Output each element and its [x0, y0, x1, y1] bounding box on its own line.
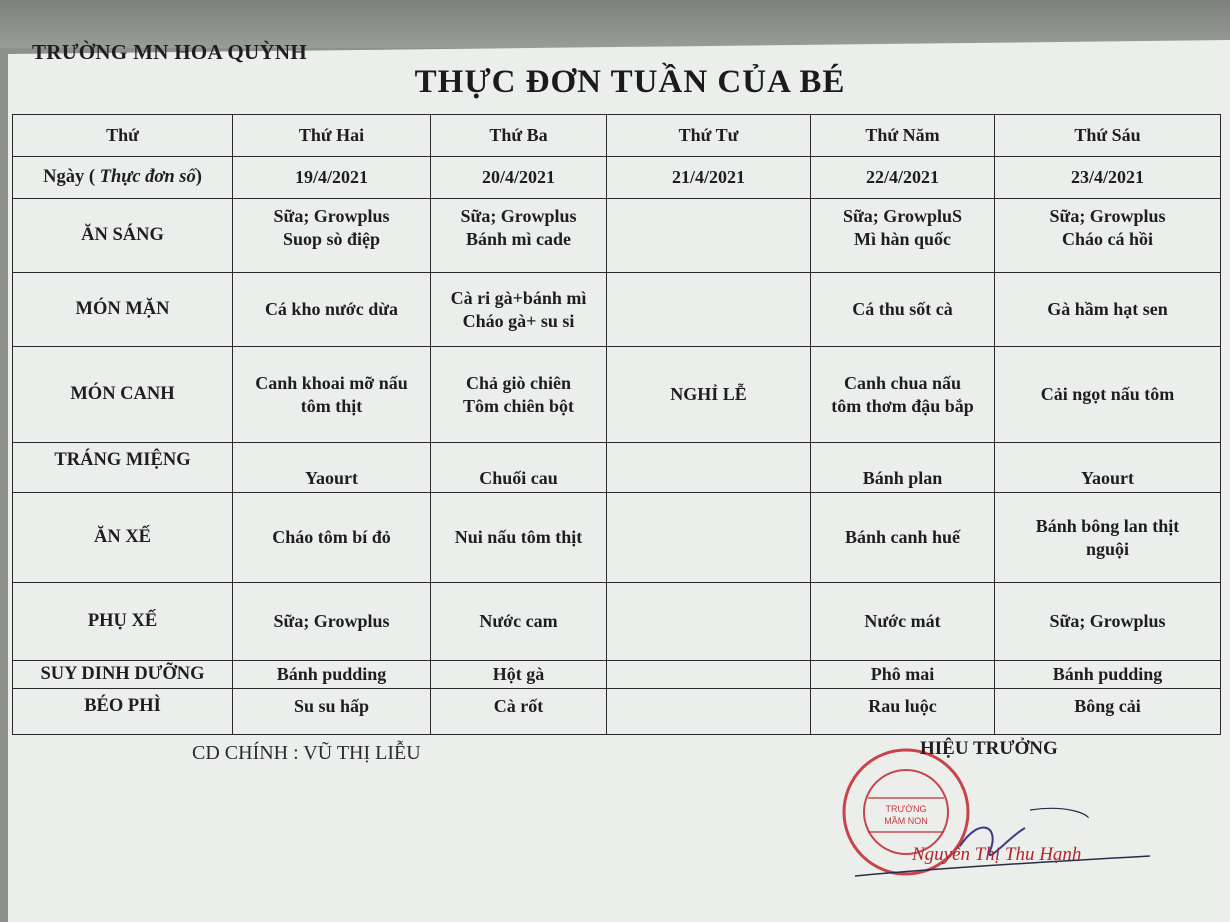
malnutrition-tue: Hột gà [431, 661, 607, 689]
malnutrition-row [13, 661, 1221, 689]
row-label: MÓN CANH [13, 347, 233, 443]
extra-mon: Sữa; Growplus [233, 583, 431, 661]
row-label: ĂN SÁNG [13, 199, 233, 273]
extra-wed [607, 583, 811, 661]
svg-text:TRƯỜNG: TRƯỜNG [885, 804, 927, 814]
soup-mon: Canh khoai mỡ nấu tôm thịt [233, 347, 431, 443]
breakfast-thu: Sữa; GrowpluS Mì hàn quốc [811, 199, 995, 273]
school-name: TRƯỜNG MN HOA QUỲNH [32, 40, 307, 64]
afternoon-row [13, 493, 1221, 583]
header-label: Thứ [13, 115, 233, 157]
chief-cook-label: CD CHÍNH : VŨ THỊ LIỄU [192, 742, 421, 764]
header-row [13, 115, 1221, 157]
obesity-wed [607, 689, 811, 735]
malnutrition-mon: Bánh pudding [233, 661, 431, 689]
extra-tue: Nước cam [431, 583, 607, 661]
extra-row [13, 583, 1221, 661]
date-thu: 22/4/2021 [811, 157, 995, 199]
row-label: MÓN MẶN [13, 273, 233, 347]
afternoon-wed [607, 493, 811, 583]
date-fri: 23/4/2021 [995, 157, 1221, 199]
header-day-wed: Thứ Tư [607, 115, 811, 157]
row-label: TRÁNG MIỆNG [13, 443, 233, 493]
header-day-tue: Thứ Ba [431, 115, 607, 157]
date-mon: 19/4/2021 [233, 157, 431, 199]
menu-table [12, 114, 1221, 735]
malnutrition-fri: Bánh pudding [995, 661, 1221, 689]
dessert-wed [607, 443, 811, 493]
savory-row [13, 273, 1221, 347]
dessert-row [13, 443, 1221, 493]
afternoon-fri: Bánh bông lan thịt nguội [995, 493, 1221, 583]
row-label: PHỤ XẾ [13, 583, 233, 661]
extra-fri: Sữa; Growplus [995, 583, 1221, 661]
principal-name: Nguyễn Thị Thu Hạnh [912, 844, 1082, 865]
obesity-tue: Cà rốt [431, 689, 607, 735]
date-row [13, 157, 1221, 199]
savory-thu: Cá thu sốt cà [811, 273, 995, 347]
row-label: BÉO PHÌ [13, 689, 233, 735]
dessert-tue: Chuối cau [431, 443, 607, 493]
principal-label: HIỆU TRƯỞNG [920, 738, 1058, 759]
row-label: ĂN XẾ [13, 493, 233, 583]
breakfast-row [13, 199, 1221, 273]
breakfast-tue: Sữa; Growplus Bánh mì cade [431, 199, 607, 273]
date-label: Ngày ( Thực đơn số) [13, 157, 233, 199]
obesity-mon: Su su hấp [233, 689, 431, 735]
date-tue: 20/4/2021 [431, 157, 607, 199]
savory-wed [607, 273, 811, 347]
obesity-row [13, 689, 1221, 735]
row-label: SUY DINH DƯỠNG [13, 661, 233, 689]
soup-thu: Canh chua nấu tôm thơm đậu bắp [811, 347, 995, 443]
extra-thu: Nước mát [811, 583, 995, 661]
soup-row [13, 347, 1221, 443]
savory-mon: Cá kho nước dừa [233, 273, 431, 347]
dessert-fri: Yaourt [995, 443, 1221, 493]
svg-text:MẦM NON: MẦM NON [884, 816, 928, 826]
soup-tue: Chả giò chiên Tôm chiên bột [431, 347, 607, 443]
savory-fri: Gà hầm hạt sen [995, 273, 1221, 347]
breakfast-fri: Sữa; Growplus Cháo cá hồi [995, 199, 1221, 273]
dessert-mon: Yaourt [233, 443, 431, 493]
malnutrition-wed [607, 661, 811, 689]
malnutrition-thu: Phô mai [811, 661, 995, 689]
breakfast-mon: Sữa; Growplus Suop sò điệp [233, 199, 431, 273]
header-day-mon: Thứ Hai [233, 115, 431, 157]
dessert-thu: Bánh plan [811, 443, 995, 493]
obesity-fri: Bông cải [995, 689, 1221, 735]
soup-fri: Cải ngọt nấu tôm [995, 347, 1221, 443]
page-title: THỰC ĐƠN TUẦN CỦA BÉ [414, 64, 846, 100]
breakfast-wed [607, 199, 811, 273]
afternoon-mon: Cháo tôm bí đỏ [233, 493, 431, 583]
header-day-fri: Thứ Sáu [995, 115, 1221, 157]
date-wed: 21/4/2021 [607, 157, 811, 199]
savory-tue: Cà ri gà+bánh mì Cháo gà+ su si [431, 273, 607, 347]
obesity-thu: Rau luộc [811, 689, 995, 735]
soup-wed: NGHỈ LỄ [607, 347, 811, 443]
afternoon-tue: Nui nấu tôm thịt [431, 493, 607, 583]
afternoon-thu: Bánh canh huế [811, 493, 995, 583]
header-day-thu: Thứ Năm [811, 115, 995, 157]
